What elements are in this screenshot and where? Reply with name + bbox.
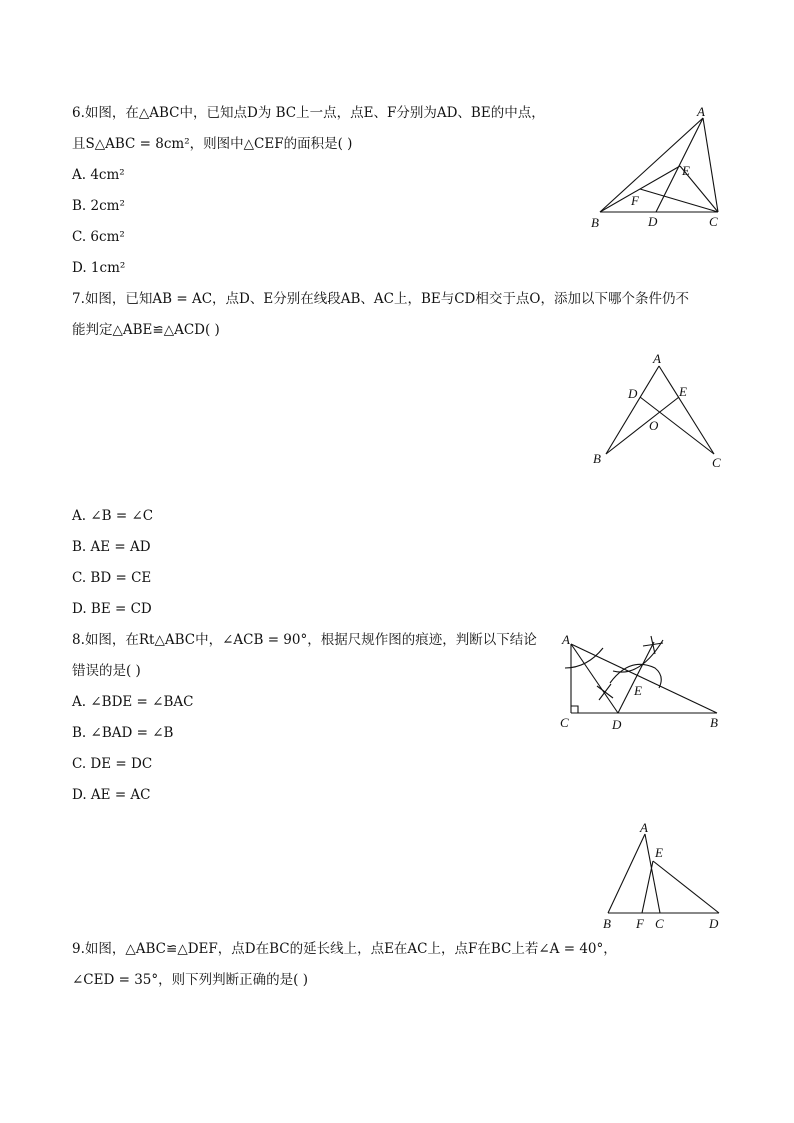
q8-cross-1b <box>599 684 611 700</box>
q8-stem-line1: 8.如图，在Rt△ABC中，∠ACB = 90°，根据尺规作图的痕迹，判断以下结论 <box>72 632 537 648</box>
q8-label-d: D <box>612 717 622 732</box>
q8-label-a: A <box>562 632 570 647</box>
q7-stem-line2: 能判定△ABE≌△ACD( ) <box>72 322 220 338</box>
q9-line-ef <box>642 861 653 913</box>
q6-option-b: B. 2cm² <box>72 198 125 214</box>
q6-label-e: E <box>682 163 690 178</box>
q7-label-b: B <box>593 451 601 466</box>
q9-figure <box>595 818 730 933</box>
q8-option-c: C. DE = DC <box>72 756 153 772</box>
q6-option-a: A. 4cm² <box>72 167 125 183</box>
q9-label-f: F <box>636 916 644 931</box>
q6-label-f: F <box>631 193 639 208</box>
q8-option-b: B. ∠BAD = ∠B <box>72 725 174 741</box>
q6-label-c: C <box>709 214 718 229</box>
q8-option-d: D. AE = AC <box>72 787 151 803</box>
q6-label-b: B <box>591 215 599 230</box>
q9-label-c: C <box>655 916 664 931</box>
q7-label-d: D <box>628 386 638 401</box>
q9-label-d: D <box>709 916 719 931</box>
q7-line-be <box>606 397 679 454</box>
q8-line-de <box>618 642 654 713</box>
q8-right-angle-mark <box>571 706 578 713</box>
q8-line-ab <box>571 644 717 713</box>
q9-stem-line1: 9.如图，△ABC≌△DEF，点D在BC的延长线上，点E在AC上，点F在BC上若∠A = 40°， <box>72 941 617 957</box>
q8-label-b: B <box>710 715 718 730</box>
q6-line-ad <box>656 118 703 212</box>
q8-option-a: A. ∠BDE = ∠BAC <box>72 694 194 710</box>
q8-label-e: E <box>634 683 642 698</box>
q8-line-ad <box>571 644 618 713</box>
q6-stem-line1: 6.如图，在△ABC中，已知点D为 BC上一点，点E、F分别为AD、BE的中点， <box>72 105 545 121</box>
q6-line-ac <box>703 118 718 212</box>
q6-label-d: D <box>648 214 658 229</box>
q7-label-e: E <box>679 384 687 399</box>
q7-stem-line1: 7.如图，已知AB = AC，点D、E分别在线段AB、AC上，BE与CD相交于点O，添加以下哪个条件仍不 <box>72 291 689 307</box>
q6-option-c: C. 6cm² <box>72 229 125 245</box>
q9-label-a: A <box>640 820 648 835</box>
q7-option-b: B. AE = AD <box>72 539 151 555</box>
q7-option-d: D. BE = CD <box>72 601 152 617</box>
q7-option-c: C. BD = CE <box>72 570 152 586</box>
q9-stem-line2: ∠CED = 35°，则下列判断正确的是( ) <box>72 972 308 988</box>
q6-line-fc <box>640 189 718 212</box>
q9-line-ab <box>608 834 645 913</box>
q6-option-d: D. 1cm² <box>72 260 126 276</box>
q9-label-b: B <box>603 916 611 931</box>
q7-label-c: C <box>712 455 721 470</box>
q6-stem-line2: 且S△ABC = 8cm²，则图中△CEF的面积是( ) <box>72 136 353 152</box>
q8-stem-line2: 错误的是( ) <box>72 663 141 679</box>
q7-line-ac <box>659 366 714 454</box>
q7-option-a: A. ∠B = ∠C <box>72 508 154 524</box>
q6-figure <box>585 100 735 235</box>
q7-label-o: O <box>649 418 659 433</box>
q8-figure <box>555 628 730 736</box>
q7-label-a: A <box>653 351 661 366</box>
q8-label-c: C <box>560 715 569 730</box>
q9-line-ed <box>653 861 719 913</box>
q6-label-a: A <box>697 104 705 119</box>
q7-figure <box>588 348 728 473</box>
q9-label-e: E <box>655 845 663 860</box>
q7-line-ab <box>606 366 659 454</box>
